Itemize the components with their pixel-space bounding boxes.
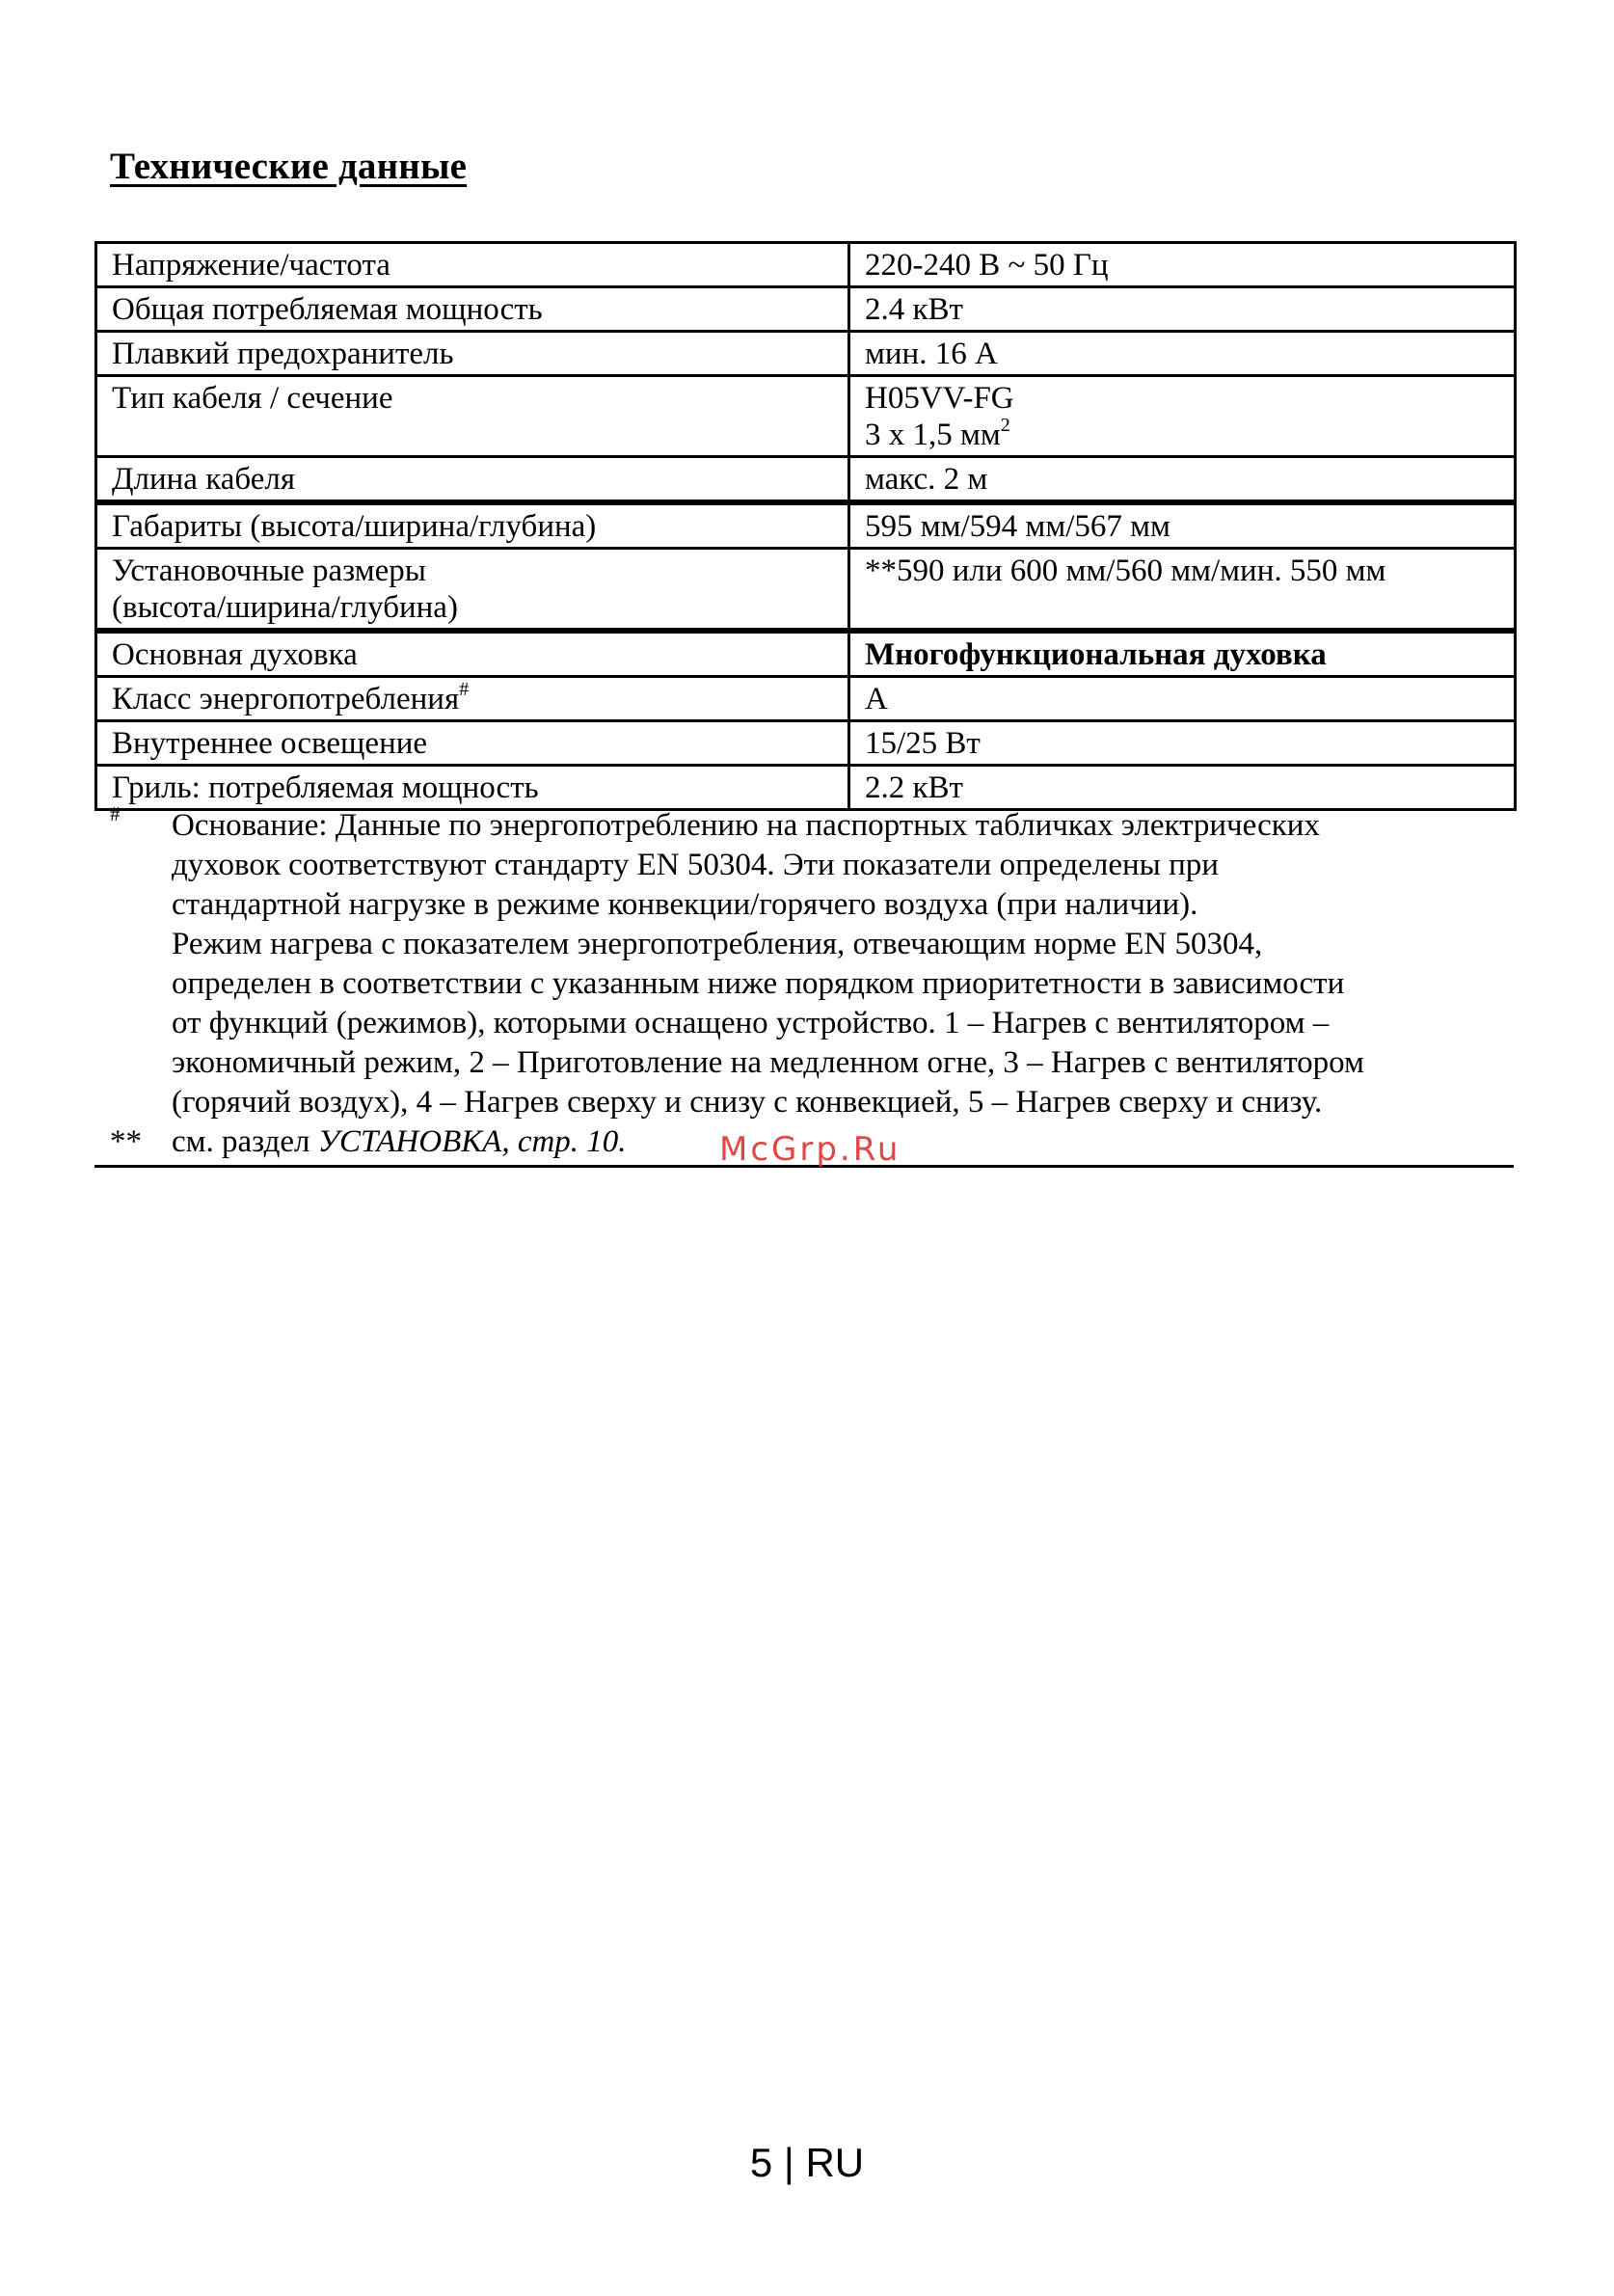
spec-label-line: Установочные размеры (112, 554, 426, 588)
page-language: RU (805, 2140, 865, 2185)
footnotes (94, 802, 1514, 1162)
spec-label: Общая потребляемая мощность (96, 287, 849, 332)
table-row (96, 631, 1516, 677)
table-row (96, 332, 1516, 376)
footnote-line: Основание: Данные по энергопотреблению на паспортных табличках электрических (172, 808, 1320, 843)
spec-table (94, 241, 1517, 811)
spec-label-line: (высота/ширина/глубина) (112, 590, 458, 625)
spec-value: мин. 16 А (849, 332, 1516, 376)
spec-value: 595 мм/594 мм/567 мм (849, 502, 1516, 549)
footnote-ref: # (459, 679, 470, 700)
installation-reference: УСТАНОВКА, стр. 10. (317, 1124, 627, 1159)
spec-label (96, 549, 849, 632)
table-row (96, 766, 1516, 810)
spec-value-line: H05VV-FG (865, 381, 1014, 416)
spec-value: 15/25 Вт (849, 721, 1516, 766)
watermark: McGrp.Ru (719, 1130, 901, 1169)
footnote-line: (горячий воздух), 4 – Нагрев сверху и снизу с конвекцией, 5 – Нагрев сверху и снизу. (172, 1085, 1323, 1120)
spec-value: Многофункциональная духовка (849, 631, 1516, 677)
footnote-mark: # (110, 802, 121, 825)
footnote-line: духовок соответствуют стандарту EN 50304. Эти показатели определены при (172, 848, 1219, 882)
spec-value: A (849, 677, 1516, 721)
table-row (96, 287, 1516, 332)
spec-value: 2.4 кВт (849, 287, 1516, 332)
table-row (96, 243, 1516, 287)
table-row (96, 502, 1516, 549)
footnote-prefix: см. раздел (172, 1124, 318, 1159)
spec-label (96, 677, 849, 721)
spec-value: 2.2 кВт (849, 766, 1516, 810)
spec-label: Основная духовка (96, 631, 849, 677)
footnote-line: стандартной нагрузке в режиме конвекции/горячего воздуха (при наличии). (172, 887, 1198, 922)
superscript: 2 (1000, 415, 1010, 436)
energy-class-label: Класс энергопотребления (112, 682, 460, 716)
spec-value: макс. 2 м (849, 457, 1516, 503)
table-row (96, 376, 1516, 457)
table-row (96, 677, 1516, 721)
page-number: 5 (749, 2140, 773, 2185)
table-row (96, 457, 1516, 503)
table-row (96, 721, 1516, 766)
footnote-mark: ** (110, 1124, 142, 1159)
spec-label: Гриль: потребляемая мощность (96, 766, 849, 810)
spec-value: 220-240 В ~ 50 Гц (849, 243, 1516, 287)
footnote-line: экономичный режим, 2 – Приготовление на медленном огне, 3 – Нагрев с вентилятором (172, 1045, 1364, 1080)
table-row (96, 549, 1516, 632)
footer-separator: | (783, 2140, 794, 2185)
spec-label: Плавкий предохранитель (96, 332, 849, 376)
footnote-hash (94, 802, 1514, 1122)
spec-label: Тип кабеля / сечение (96, 376, 849, 457)
footnote-line: Режим нагрева с показателем энергопотребления, отвечающим норме EN 50304, (172, 927, 1263, 961)
footnote-line: от функций (режимов), которыми оснащено устройство. 1 – Нагрев с вентилятором – (172, 1006, 1330, 1040)
page-title: Технические данные (110, 146, 468, 187)
page-footer (0, 2140, 1614, 2186)
cable-section-text: 3 x 1,5 мм (865, 418, 1001, 452)
spec-label: Внутреннее освещение (96, 721, 849, 766)
spec-label: Напряжение/частота (96, 243, 849, 287)
footnote-line: определен в соответствии с указанным ниже порядком приоритетности в зависимости (172, 966, 1345, 1001)
spec-value: **590 или 600 мм/560 мм/мин. 550 мм (849, 549, 1516, 632)
spec-value (849, 376, 1516, 457)
spec-label: Длина кабеля (96, 457, 849, 503)
spec-label: Габариты (высота/ширина/глубина) (96, 502, 849, 549)
spec-value-line (865, 417, 1504, 453)
